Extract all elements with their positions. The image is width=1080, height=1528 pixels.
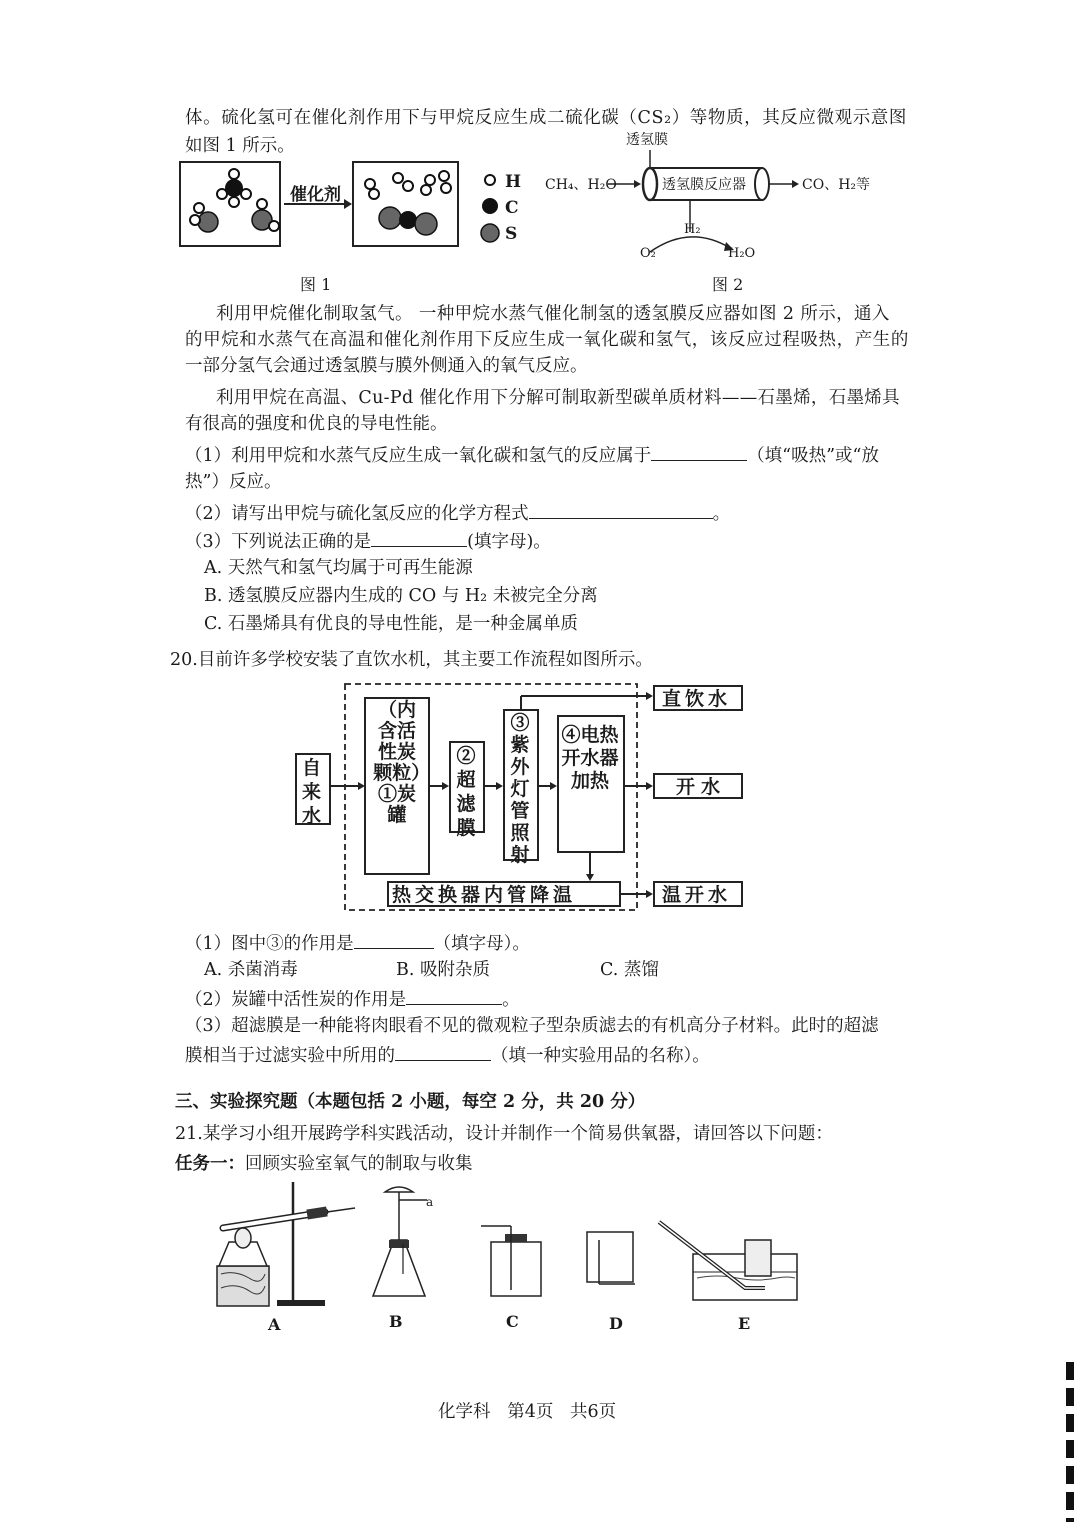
flow-stage-1: （内含活性炭颗粒）①炭罐 [373, 699, 421, 826]
q19-option-c: C. 石墨烯具有优良的导电性能，是一种金属单质 [204, 614, 578, 634]
funnel-label-a: a [426, 1195, 434, 1209]
para1-line3: 一部分氢气会通过透氢膜与膜外侧通入的氧气反应。 [185, 356, 588, 376]
flow-heat-exchanger: 热交换器内管降温 [392, 884, 577, 906]
q19-1: （1）利用甲烷和水蒸气反应生成一氧化碳和氢气的反应属于 （填“吸热”或“放 [185, 442, 879, 468]
legend [481, 175, 499, 242]
q19-option-b: B. 透氢膜反应器内生成的 CO 与 H₂ 未被完全分离 [204, 586, 598, 606]
reactor-output: CO、H₂等 [802, 177, 871, 193]
flow-stage-4: ④电热开水器加热 [561, 724, 619, 792]
para1-line1: 利用甲烷催化制取氢气。 一种甲烷水蒸气催化制氢的透氢膜反应器如图 2 所示，通入 [216, 304, 890, 324]
molecule-cs2 [379, 207, 437, 235]
q19-option-a: A. 天然气和氢气均属于可再生能源 [204, 558, 473, 578]
o2-label: O₂ [640, 246, 656, 261]
figure-2-reactor-diagram [540, 128, 880, 268]
scan-edge-marks [1066, 1362, 1074, 1522]
flow-out-boiling: 开水 [676, 776, 727, 798]
apparatus-label-a: A [268, 1315, 281, 1334]
apparatus-b [373, 1187, 427, 1296]
reactor-label: 透氢膜反应器 [662, 177, 746, 193]
apparatus-c [481, 1226, 541, 1296]
q19-1-cont: 热”）反应。 [185, 472, 282, 492]
answer-blank[interactable] [354, 930, 434, 949]
apparatus-e [659, 1222, 797, 1300]
q20-3-line1: （3）超滤膜是一种能将肉眼看不见的微观粒子型杂质滤去的有机高分子材料。此时的超滤 [185, 1016, 879, 1036]
q20-option-c: C. 蒸馏 [600, 960, 659, 980]
apparatus-label-e: E [738, 1314, 751, 1333]
flow-out-warm: 温开水 [662, 884, 732, 906]
para2-line2: 有很高的强度和优良的导电性能。 [185, 414, 448, 434]
answer-blank[interactable] [395, 1042, 491, 1061]
apparatus-label-d: D [609, 1314, 623, 1333]
legend-s: S [505, 224, 518, 244]
legend-c: C [505, 198, 519, 218]
q20-title: 20.目前许多学校安装了直饮水机，其主要工作流程如图所示。 [170, 650, 653, 670]
answer-blank[interactable] [371, 528, 467, 547]
answer-blank[interactable] [651, 442, 747, 461]
flow-stage-3: ③紫外灯管照射 [510, 712, 530, 866]
lab-apparatus [205, 1178, 815, 1308]
h2o-label: H₂O [728, 246, 756, 261]
flow-source: 自来水 [302, 757, 322, 827]
flow-out-direct: 直饮水 [662, 688, 732, 710]
section-3-heading: 三、实验探究题（本题包括 2 小题，每空 2 分，共 20 分） [175, 1092, 646, 1112]
reactor-input: CH₄、H₂O [545, 177, 617, 193]
q21-title: 21.某学习小组开展跨学科实践活动，设计并制作一个简易供氧器，请回答以下问题： [175, 1124, 833, 1144]
q20-option-a: A. 杀菌消毒 [204, 960, 298, 980]
flow-stage-2: ②超滤膜 [456, 745, 476, 839]
molecule-h2s-right [252, 199, 279, 231]
apparatus-a [217, 1182, 355, 1306]
h2-label: H₂ [684, 222, 701, 237]
molecule-h2s-left [190, 203, 218, 232]
q20-option-b: B. 吸附杂质 [396, 960, 490, 980]
apparatus-label-c: C [506, 1312, 519, 1331]
figure-1-molecular-diagram [178, 158, 528, 250]
answer-blank[interactable] [406, 986, 502, 1005]
figure-2-caption: 图 2 [712, 275, 744, 294]
para2-line1: 利用甲烷在高温、Cu-Pd 催化作用下分解可制取新型碳单质材料——石墨烯，石墨烯具 [216, 388, 900, 408]
apparatus-label-b: B [389, 1312, 403, 1331]
q20-3-line2: 膜相当于过滤实验中所用的 （填一种实验用品的名称）。 [185, 1042, 710, 1068]
intro-line-2: 如图 1 所示。 [185, 136, 295, 156]
q20-1: （1）图中③的作用是 （填字母）。 [185, 930, 530, 956]
molecule-ch4 [217, 169, 251, 207]
page-footer: 化学科 第4页 共6页 [438, 1402, 617, 1422]
molecule-h2-group [365, 171, 451, 199]
q20-2: （2）炭罐中活性炭的作用是 。 [185, 986, 520, 1012]
membrane-label: 透氢膜 [626, 132, 668, 148]
answer-blank[interactable] [529, 500, 713, 519]
para1-line2: 的甲烷和水蒸气在高温和催化剂作用下反应生成一氧化碳和氢气，该反应过程吸热，产生的 [185, 330, 909, 350]
legend-h: H [505, 172, 522, 192]
q19-2: （2）请写出甲烷与硫化氢反应的化学方程式 。 [185, 500, 730, 526]
catalyst-label: 催化剂 [290, 185, 341, 205]
apparatus-d [587, 1232, 635, 1284]
q19-3: （3）下列说法正确的是 (填字母)。 [185, 528, 551, 554]
intro-line-1: 体。硫化氢可在催化剂作用下与甲烷反应生成二硫化碳（CS₂）等物质，其反应微观示意图 [185, 108, 907, 128]
figure-1-caption: 图 1 [300, 275, 332, 294]
task-1: 任务一：回顾实验室氧气的制取与收集 [175, 1154, 473, 1174]
